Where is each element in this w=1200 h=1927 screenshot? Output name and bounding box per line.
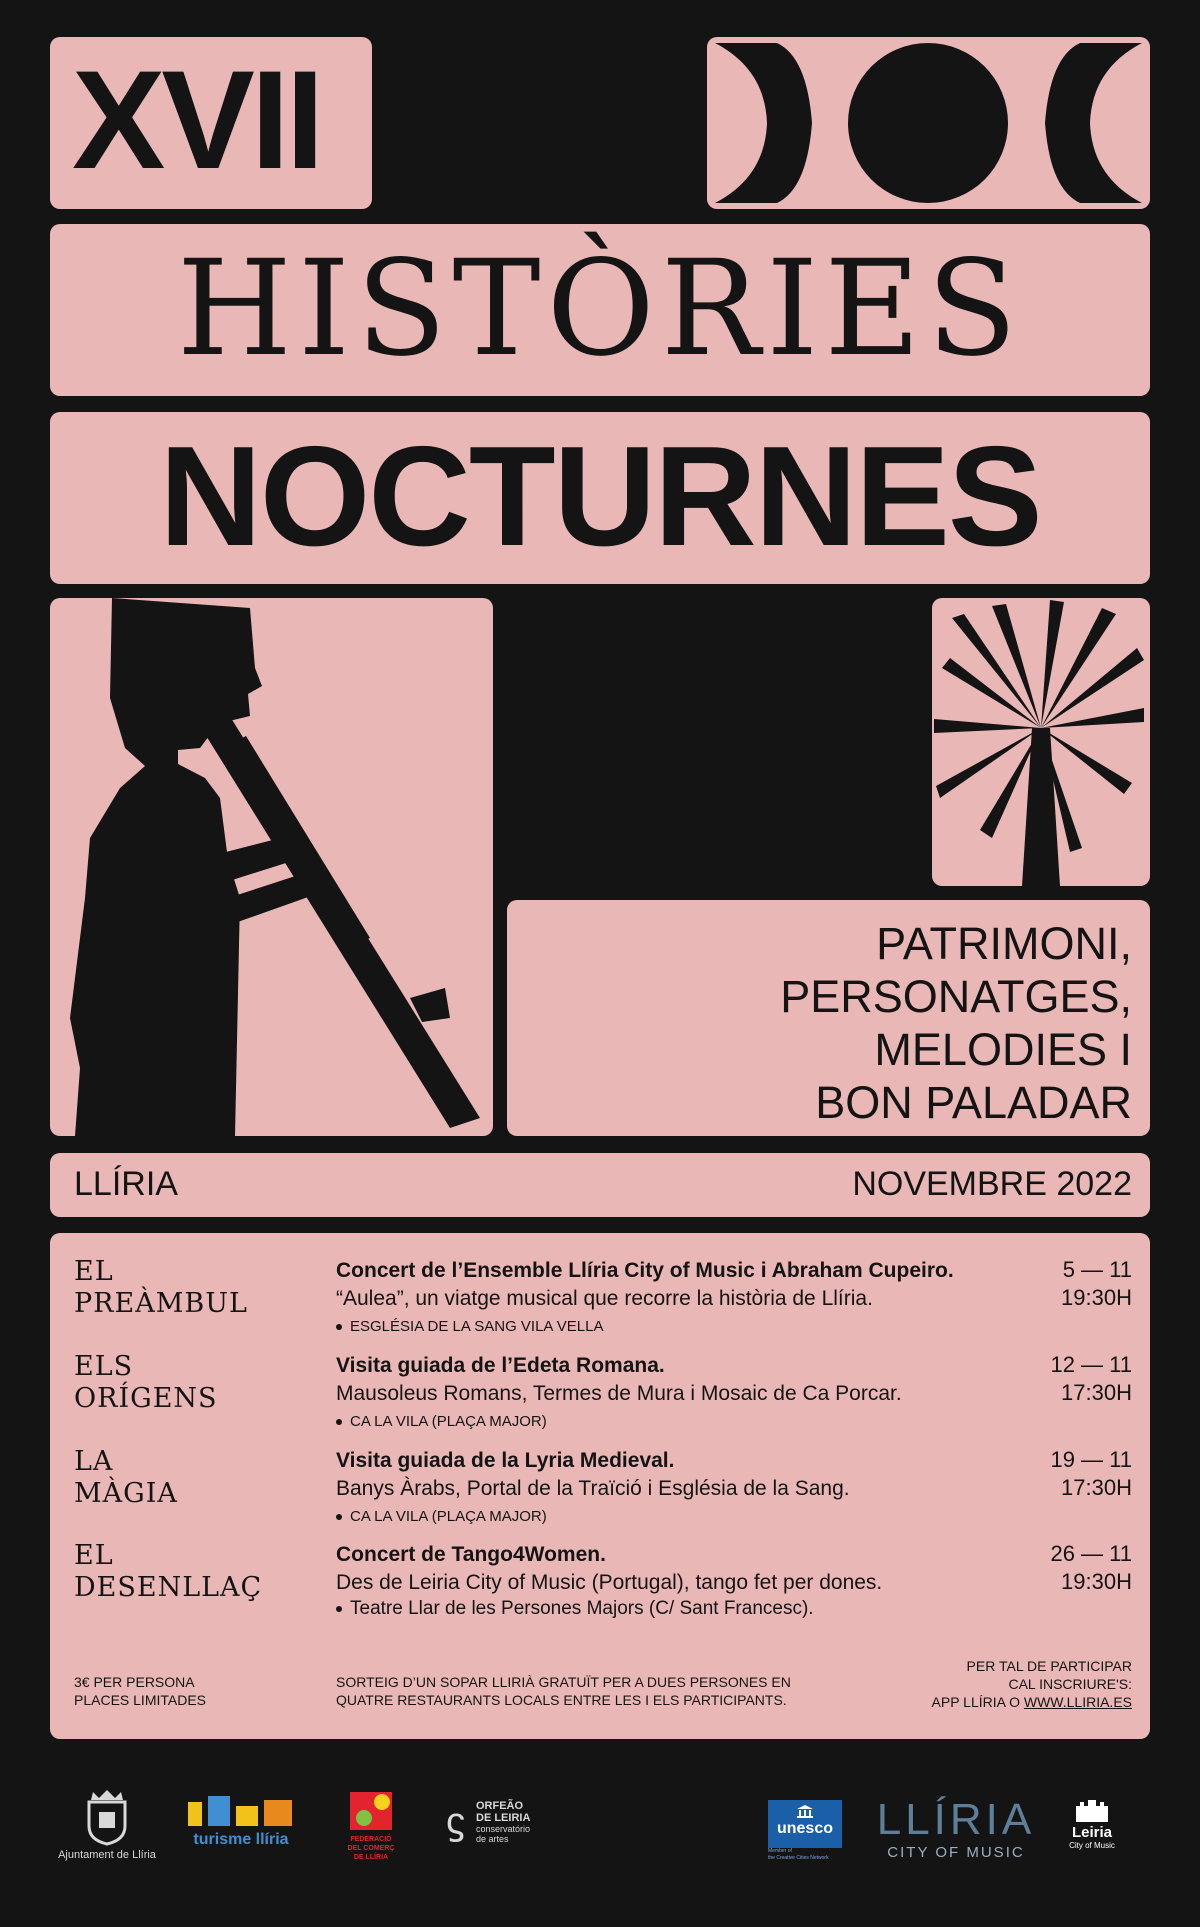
leiria-sub: City of Music	[1069, 1841, 1115, 1850]
tagline-panel	[507, 900, 1150, 1136]
palm-tree-illustration-panel	[932, 598, 1150, 886]
unesco-logo	[768, 1800, 844, 1862]
chapter-name: EL DESENLLAÇ	[74, 1540, 263, 1603]
event-title: Concert de Tango4Women.	[336, 1543, 606, 1566]
event-datetime: 5 — 11 19:30H	[1061, 1257, 1132, 1310]
programme-panel	[50, 1233, 1150, 1739]
event-title: Visita guiada de la Lyria Medieval.	[336, 1449, 675, 1472]
chapter-name: EL PREÀMBUL	[74, 1256, 248, 1319]
event-datetime: 26 — 11 19:30H	[1050, 1541, 1132, 1594]
musician-illustration-panel	[50, 598, 493, 1136]
event-title: Visita guiada de l’Edeta Romana.	[336, 1354, 665, 1377]
leiria-label: Leiria	[1071, 1824, 1113, 1841]
title-line1: HISTÒRIES	[176, 232, 1024, 386]
title-line2-panel	[50, 412, 1150, 584]
edition-panel	[50, 37, 372, 209]
location-date-strip	[50, 1153, 1150, 1217]
event-place: CA LA VILA (PLAÇA MAJOR)	[336, 1506, 547, 1528]
orfeao-label: ORFEÃO DE LEIRIA	[476, 1800, 531, 1824]
coat-of-arms-icon	[85, 1788, 129, 1846]
unesco-badge	[768, 1800, 842, 1848]
temple-icon	[796, 1804, 814, 1818]
orfeao-mark-icon: ϛ	[446, 1801, 465, 1843]
location-pin-icon	[336, 1419, 342, 1425]
turisme-mark-icon	[186, 1792, 296, 1828]
location-pin-icon	[336, 1514, 342, 1520]
event-description: Banys Àrabs, Portal de la Traïció i Església de la Sang.	[336, 1477, 850, 1500]
event-place: CA LA VILA (PLAÇA MAJOR)	[336, 1411, 547, 1433]
federacio-logo	[336, 1790, 406, 1862]
federacio-mark-icon	[346, 1790, 396, 1832]
event-datetime: 19 — 11 17:30H	[1050, 1447, 1132, 1500]
crescent-left-icon	[715, 43, 812, 203]
chapter-name: LA MÀGIA	[74, 1446, 178, 1509]
raffle-info: SORTEIG D’UN SOPAR LLIRIÀ GRATUÏT PER A DUES PERSONES EN QUATRE RESTAURANTS LOCALS ENTRE LES I ELS PARTICIPANTS.	[336, 1674, 791, 1708]
moon-phases-icon	[707, 37, 1150, 209]
castle-icon	[1072, 1798, 1112, 1822]
federacio-label: FEDERACIÓ DEL COMERÇ DE LLÍRIA	[347, 1836, 395, 1861]
orfeao-sub: conservatório de artes	[476, 1824, 531, 1844]
moon-phases-panel	[707, 37, 1150, 209]
event-place: Teatre Llar de les Persones Majors (C/ Sant Francesc).	[336, 1598, 814, 1620]
lliria-city-of-music-logo	[876, 1796, 1036, 1861]
location-pin-icon	[336, 1324, 342, 1330]
tagline-line4: BON PALADAR	[815, 1077, 1132, 1128]
location-pin-icon	[336, 1606, 342, 1612]
horn-player-icon	[50, 598, 493, 1136]
turisme-label: turisme llíria	[193, 1831, 289, 1848]
unesco-label: unesco	[776, 1820, 833, 1837]
turisme-logo	[186, 1792, 296, 1849]
leiria-logo	[1062, 1798, 1122, 1850]
event-description: Des de Leiria City of Music (Portugal), tango fet per dones.	[336, 1571, 883, 1594]
ajuntament-label: Ajuntament de Llíria	[58, 1849, 156, 1861]
tagline-line1: PATRIMONI,	[876, 918, 1132, 969]
full-moon-icon	[848, 43, 1008, 203]
tagline-line3: MELODIES I	[874, 1024, 1132, 1075]
tagline-line2: PERSONATGES,	[780, 971, 1132, 1022]
chapter-name: ELS ORÍGENS	[74, 1351, 218, 1414]
event-datetime: 12 — 11 17:30H	[1050, 1352, 1132, 1405]
event-description: Mausoleus Romans, Termes de Mura i Mosaic de Ca Porcar.	[336, 1382, 902, 1405]
price-info: 3€ PER PERSONA PLACES LIMITADES	[74, 1674, 207, 1708]
signup-info: PER TAL DE PARTICIPAR CAL INSCRIURE'S: APP LLÍRIA O WWW.LLIRIA.ES	[931, 1658, 1132, 1710]
sponsor-logos	[0, 1778, 1200, 1888]
edition-number: XVII	[72, 41, 321, 198]
month-label: NOVEMBRE 2022	[852, 1165, 1132, 1203]
ajuntament-logo	[52, 1788, 162, 1861]
event-description: “Aulea”, un viatge musical que recorre la història de Llíria.	[336, 1287, 873, 1310]
unesco-sub: Member of the Creative Cities Network	[768, 1848, 829, 1861]
palm-tree-icon	[932, 598, 1150, 886]
crescent-right-icon	[1045, 43, 1142, 203]
event-place: ESGLÉSIA DE LA SANG VILA VELLA	[336, 1316, 603, 1338]
title-line2: NOCTURNES	[159, 417, 1041, 576]
event-title: Concert de l’Ensemble Llíria City of Music i Abraham Cupeiro.	[336, 1259, 954, 1282]
lliria-city-label: LLÍRIA	[876, 1795, 1036, 1844]
title-line1-panel	[50, 224, 1150, 396]
lliria-city-sub: CITY OF MUSIC	[887, 1844, 1025, 1861]
website-link[interactable]: WWW.LLIRIA.ES	[1023, 1694, 1132, 1710]
location-label: LLÍRIA	[74, 1165, 178, 1203]
